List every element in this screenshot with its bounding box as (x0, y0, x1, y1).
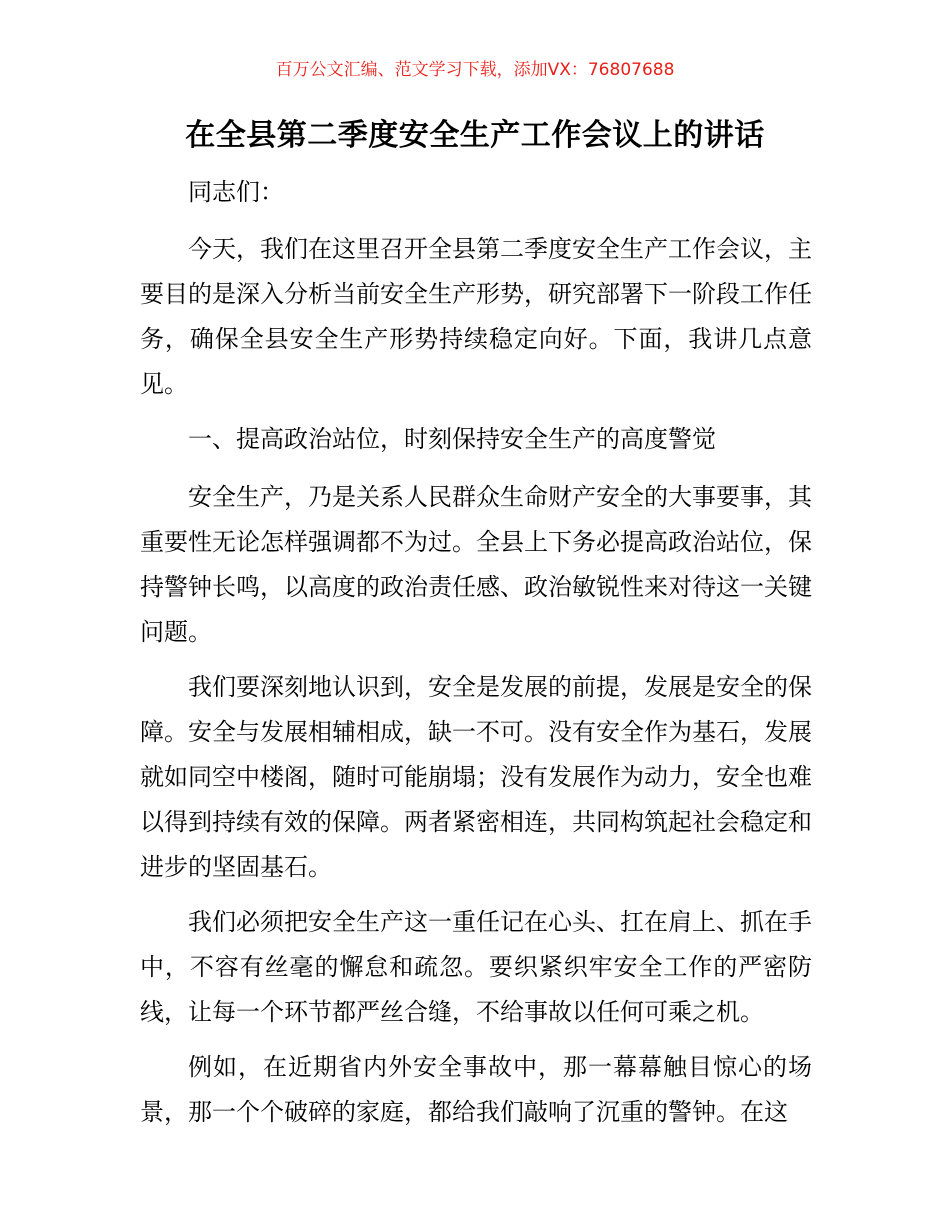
document-body (140, 170, 812, 1145)
paragraph-example: 例如，在近期省内外安全事故中，那一幕幕触目惊心的场景，那一个个破碎的家庭，都给我们敲响了沉重的警钟。在这 (140, 1053, 812, 1126)
promo-banner: 百万公文汇编、范文学习下载，添加VX：76807688 (275, 60, 675, 80)
paragraph-intro: 今天，我们在这里召开全县第二季度安全生产工作会议，主要目的是深入分析当前安全生产形势，研究部署下一阶段工作任务，确保全县安全生产形势持续稳定向好。下面，我讲几点意见。 (140, 235, 812, 398)
paragraph-safety-development: 我们要深刻地认识到，安全是发展的前提，发展是安全的保障。安全与发展相辅相成，缺一不可。没有安全作为基石，发展就如同空中楼阁，随时可能崩塌；没有发展作为动力，安全也难以得到持续有效的保障。两者紧密相连，共同构筑起社会稳定和进步的坚固基石。 (140, 673, 812, 881)
section-heading-1: 一、提高政治站位，时刻保持安全生产的高度警觉 (188, 425, 716, 453)
paragraph-safety-importance: 安全生产，乃是关系人民群众生命财产安全的大事要事，其重要性无论怎样强调都不为过。全县上下务必提高政治站位，保持警钟长鸣，以高度的政治责任感、政治敏锐性来对待这一关键问题。 (140, 483, 812, 646)
paragraph-responsibility: 我们必须把安全生产这一重任记在心头、扛在肩上、抓在手中，不容有丝毫的懈怠和疏忽。要织紧织牢安全工作的严密防线，让每一个环节都严丝合缝，不给事故以任何可乘之机。 (140, 908, 812, 1026)
salutation: 同志们： (188, 178, 284, 206)
document-title: 在全县第二季度安全生产工作会议上的讲话 (185, 118, 765, 153)
